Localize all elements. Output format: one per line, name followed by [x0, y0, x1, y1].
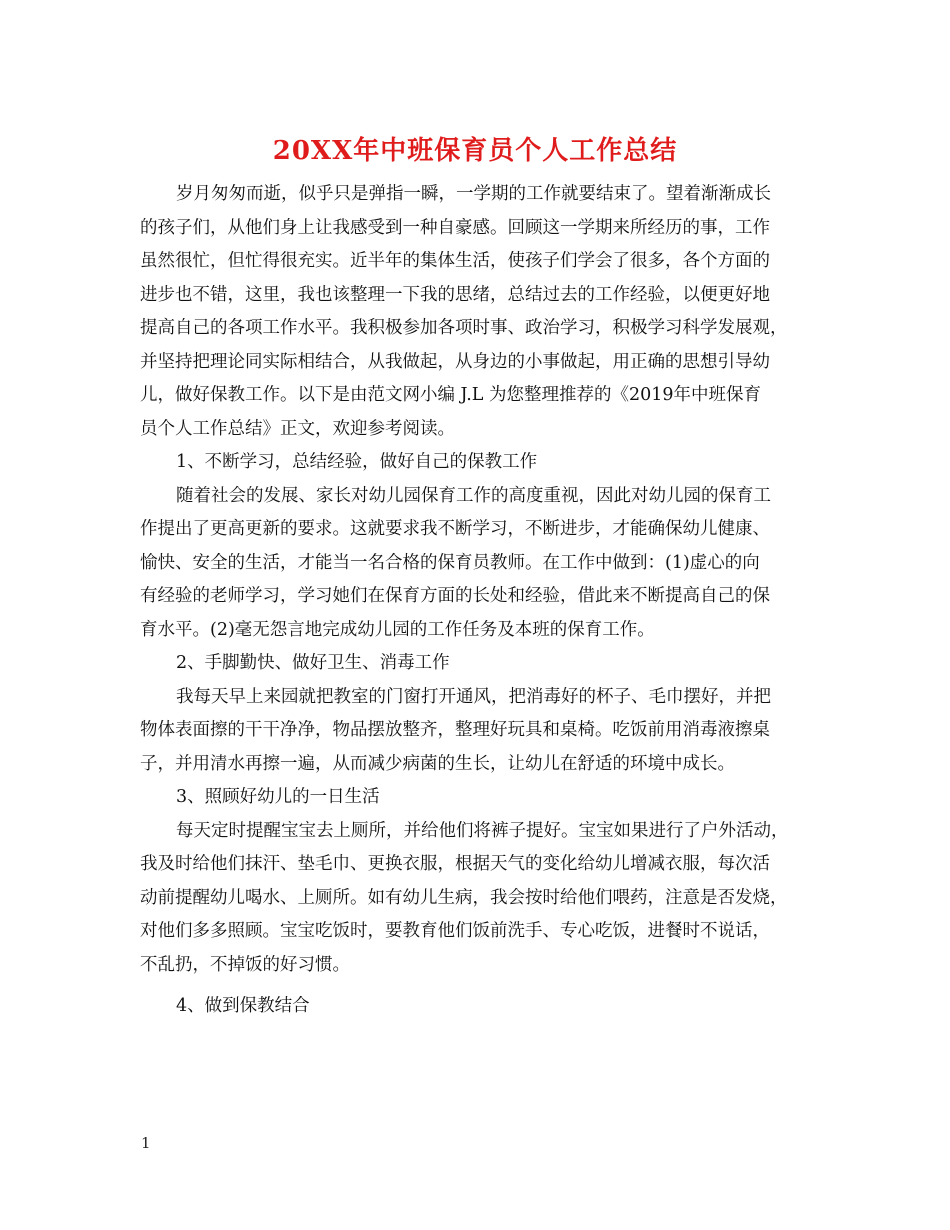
paragraph-line: 随着社会的发展、家长对幼儿园保育工作的高度重视，因此对幼儿园的保育工 — [176, 485, 771, 506]
paragraph-line: 动前提醒幼儿喝水、上厕所。如有幼儿生病，我会按时给他们喂药，注意是否发烧， — [140, 887, 788, 908]
paragraph-line: 的孩子们，从他们身上让我感受到一种自豪感。回顾这一学期来所经历的事，工作 — [140, 217, 770, 238]
section-heading: 1、不断学习，总结经验，做好自己的保教工作 — [176, 452, 538, 472]
paragraph-line: 有经验的老师学习，学习她们在保育方面的长处和经验，借此来不断提高自己的保 — [140, 586, 770, 606]
paragraph-line: 对他们多多照顾。宝宝吃饭时，要教育他们饭前洗手、专心吃饭，进餐时不说话， — [140, 921, 770, 941]
paragraph-line: 愉快、安全的生活，才能当一名合格的保育员教师。在工作中做到：(1)虚心的向 — [140, 552, 760, 573]
document-title: 20XX年中班保育员个人工作总结 — [272, 136, 678, 166]
paragraph-line: 并坚持把理论同实际相结合，从我做起，从身边的小事做起，用正确的思想引导幼 — [140, 351, 770, 372]
paragraph-line: 岁月匆匆而逝，似乎只是弹指一瞬，一学期的工作就要结束了。望着渐渐成长 — [176, 184, 771, 204]
paragraph-line: 员个人工作总结》正文，欢迎参考阅读。 — [140, 418, 455, 439]
paragraph-line: 作提出了更高更新的要求。这就要求我不断学习，不断进步，才能确保幼儿健康、 — [140, 519, 770, 539]
section-heading: 2、手脚勤快、做好卫生、消毒工作 — [176, 653, 450, 673]
section-heading: 3、照顾好幼儿的一日生活 — [176, 787, 380, 807]
paragraph-line: 子，并用清水再擦一遍，从而减少病菌的生长，让幼儿在舒适的环境中成长。 — [140, 753, 735, 774]
paragraph-line: 不乱扔，不掉饭的好习惯。 — [140, 954, 350, 975]
paragraph-line: 每天定时提醒宝宝去上厕所，并给他们将裤子提好。宝宝如果进行了户外活动， — [176, 820, 789, 841]
paragraph-line: 育水平。(2)毫无怨言地完成幼儿园的工作任务及本班的保育工作。 — [140, 619, 655, 640]
paragraph-line: 我及时给他们抹汗、垫毛巾、更换衣服，根据天气的变化给幼儿增减衣服，每次活 — [140, 854, 770, 874]
paragraph-line: 物体表面擦的干干净净，物品摆放整齐，整理好玩具和桌椅。吃饭前用消毒液擦桌 — [140, 720, 770, 740]
paragraph-line: 虽然很忙，但忙得很充实。近半年的集体生活，使孩子们学会了很多，各个方面的 — [140, 251, 770, 271]
paragraph-line: 我每天早上来园就把教室的门窗打开通风，把消毒好的杯子、毛巾摆好，并把 — [176, 686, 771, 707]
document-body — [140, 178, 810, 1024]
paragraph-line: 进步也不错，这里，我也该整理一下我的思绪，总结过去的工作经验，以便更好地 — [140, 284, 770, 305]
page-number: 1 — [141, 1134, 151, 1152]
section-heading: 4、做到保教结合 — [176, 996, 310, 1016]
paragraph-line: 提高自己的各项工作水平。我积极参加各项时事、政治学习，积极学习科学发展观， — [140, 318, 788, 338]
paragraph-line: 儿，做好保教工作。以下是由范文网小编 J.L 为您整理推荐的《2019年中班保育 — [140, 385, 761, 405]
